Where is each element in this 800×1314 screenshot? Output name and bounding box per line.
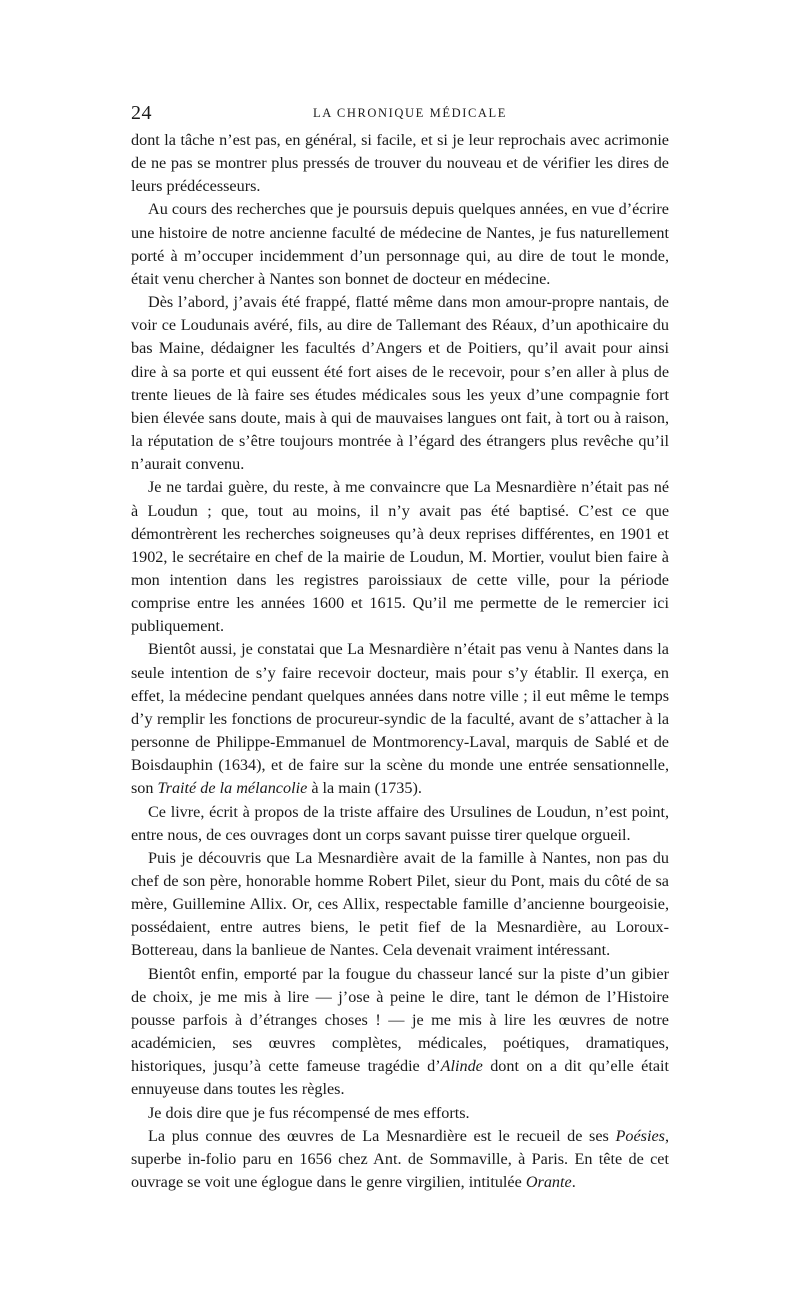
work-title-alinde: Alinde — [440, 1057, 483, 1076]
paragraph: Je dois dire que je fus récompensé de mes efforts. — [148, 1103, 470, 1122]
paragraph: Bientôt aussi, je constatai que La Mesnardière n’était pas venu à Nantes dans la seule intention de s’y faire recevoir docteur, mais pour s’y établir. Il exerça, en effet, la médecine pendant quelques années dans notre ville ; il eut même le temps d’y remplir les fonctions de procureur-syndic de la faculté, avant de s’attacher à la personne de Philippe-Emmanuel de Montmorency-Laval, marquis de Sablé et de Boisdauphin (1634), et de faire sur la scène du monde une entrée sensationnelle, son Traité de la mélancolie à la main (1735). — [131, 640, 669, 798]
book-title-traite: Traité de la mélancolie — [157, 779, 308, 798]
book-page — [131, 100, 669, 1194]
paragraph: dont la tâche n’est pas, en général, si facile, et si je leur reprochais avec acrimonie de ne pas se montrer plus pressés de trouver du nouveau et de vérifier les dires de leurs prédécesseurs. — [131, 131, 669, 196]
paragraph: Je ne tardai guère, du reste, à me convaincre que La Mesnardière n’était pas né à Loudun ; que, tout au moins, il n’y avait pas été baptisé. C’est ce que démontrèrent les recherches soigneuses qu’à deux reprises différentes, en 1901 et 1902, le secrétaire en chef de la mairie de Loudun, M. Mortier, voulut bien faire à mon intention dans les registres paroissiaux de cette ville, pour la période comprise entre les années 1600 et 1615. Qu’il me permette de le remercier ici publiquement. — [131, 478, 669, 636]
work-title-orante: Orante — [525, 1173, 572, 1192]
paragraph: La plus connue des œuvres de La Mesnardière est le recueil de ses Poésies, superbe in-folio paru en 1656 chez Ant. de Sommaville, à Paris. En tête de cet ouvrage se voit une églogue dans le genre virgilien, intitulée Orante. — [131, 1126, 669, 1192]
running-head — [131, 100, 669, 126]
paragraph: Puis je découvris que La Mesnardière avait de la famille à Nantes, non pas du chef de son père, honorable homme Robert Pilet, sieur du Pont, mais du côté de sa mère, Guillemine Allix. Or, ces Allix, respectable famille d’ancienne bourgeoisie, possédaient, entre autres biens, le petit fief de la Mesnardière, au Loroux-Bottereau, dans la banlieue de Nantes. Cela devenait vraiment intéressant. — [131, 848, 669, 960]
paragraph: Au cours des recherches que je poursuis depuis quelques années, en vue d’écrire une histoire de notre ancienne faculté de médecine de Nantes, je fus naturellement porté à m’occuper incidemment d’un personnage qui, au dire de tout le monde, était venu chercher à Nantes son bonnet de docteur en médecine. — [131, 200, 669, 288]
journal-title: LA CHRONIQUE MÉDICALE — [312, 106, 507, 120]
page-number: 24 — [131, 102, 152, 124]
paragraph: Dès l’abord, j’avais été frappé, flatté même dans mon amour-propre nantais, de voir ce Loudunais avéré, fils, au dire de Tallemant des Réaux, d’un apothicaire du bas Maine, dédaigner les facultés d’Angers et de Poitiers, qu’il avait pour ainsi dire à sa porte et qui eussent été fort aises de le recevoir, pour s’en aller à plus de trente lieues de là faire ses études médicales sous les yeux d’une compagnie fort bien élevée sans doute, mais à qui de mauvaises langues ont fait, à tort ou à raison, la réputation de s’être toujours montrée à l’égard des étrangers plus revêche qu’il n’aurait convenu. — [131, 293, 669, 474]
paragraph: Ce livre, écrit à propos de la triste affaire des Ursulines de Loudun, n’est point, entre nous, de ces ouvrages dont un corps savant puisse tirer quelque orgueil. — [131, 802, 669, 844]
work-title-poesies: Poésies — [615, 1126, 665, 1145]
paragraph: Bientôt enfin, emporté par la fougue du chasseur lancé sur la piste d’un gibier de choix, je me mis à lire — j’ose à peine le dire, tant le démon de l’Histoire pousse parfois à d’étranges choses ! — je me mis à lire les œuvres de notre académicien, ses œuvres complètes, médicales, poétiques, dramatiques, historiques, jusqu’à cette fameuse tragédie d’Alinde dont on a dit qu’elle était ennuyeuse dans toutes les règles. — [131, 964, 669, 1099]
body-text — [131, 129, 669, 1194]
